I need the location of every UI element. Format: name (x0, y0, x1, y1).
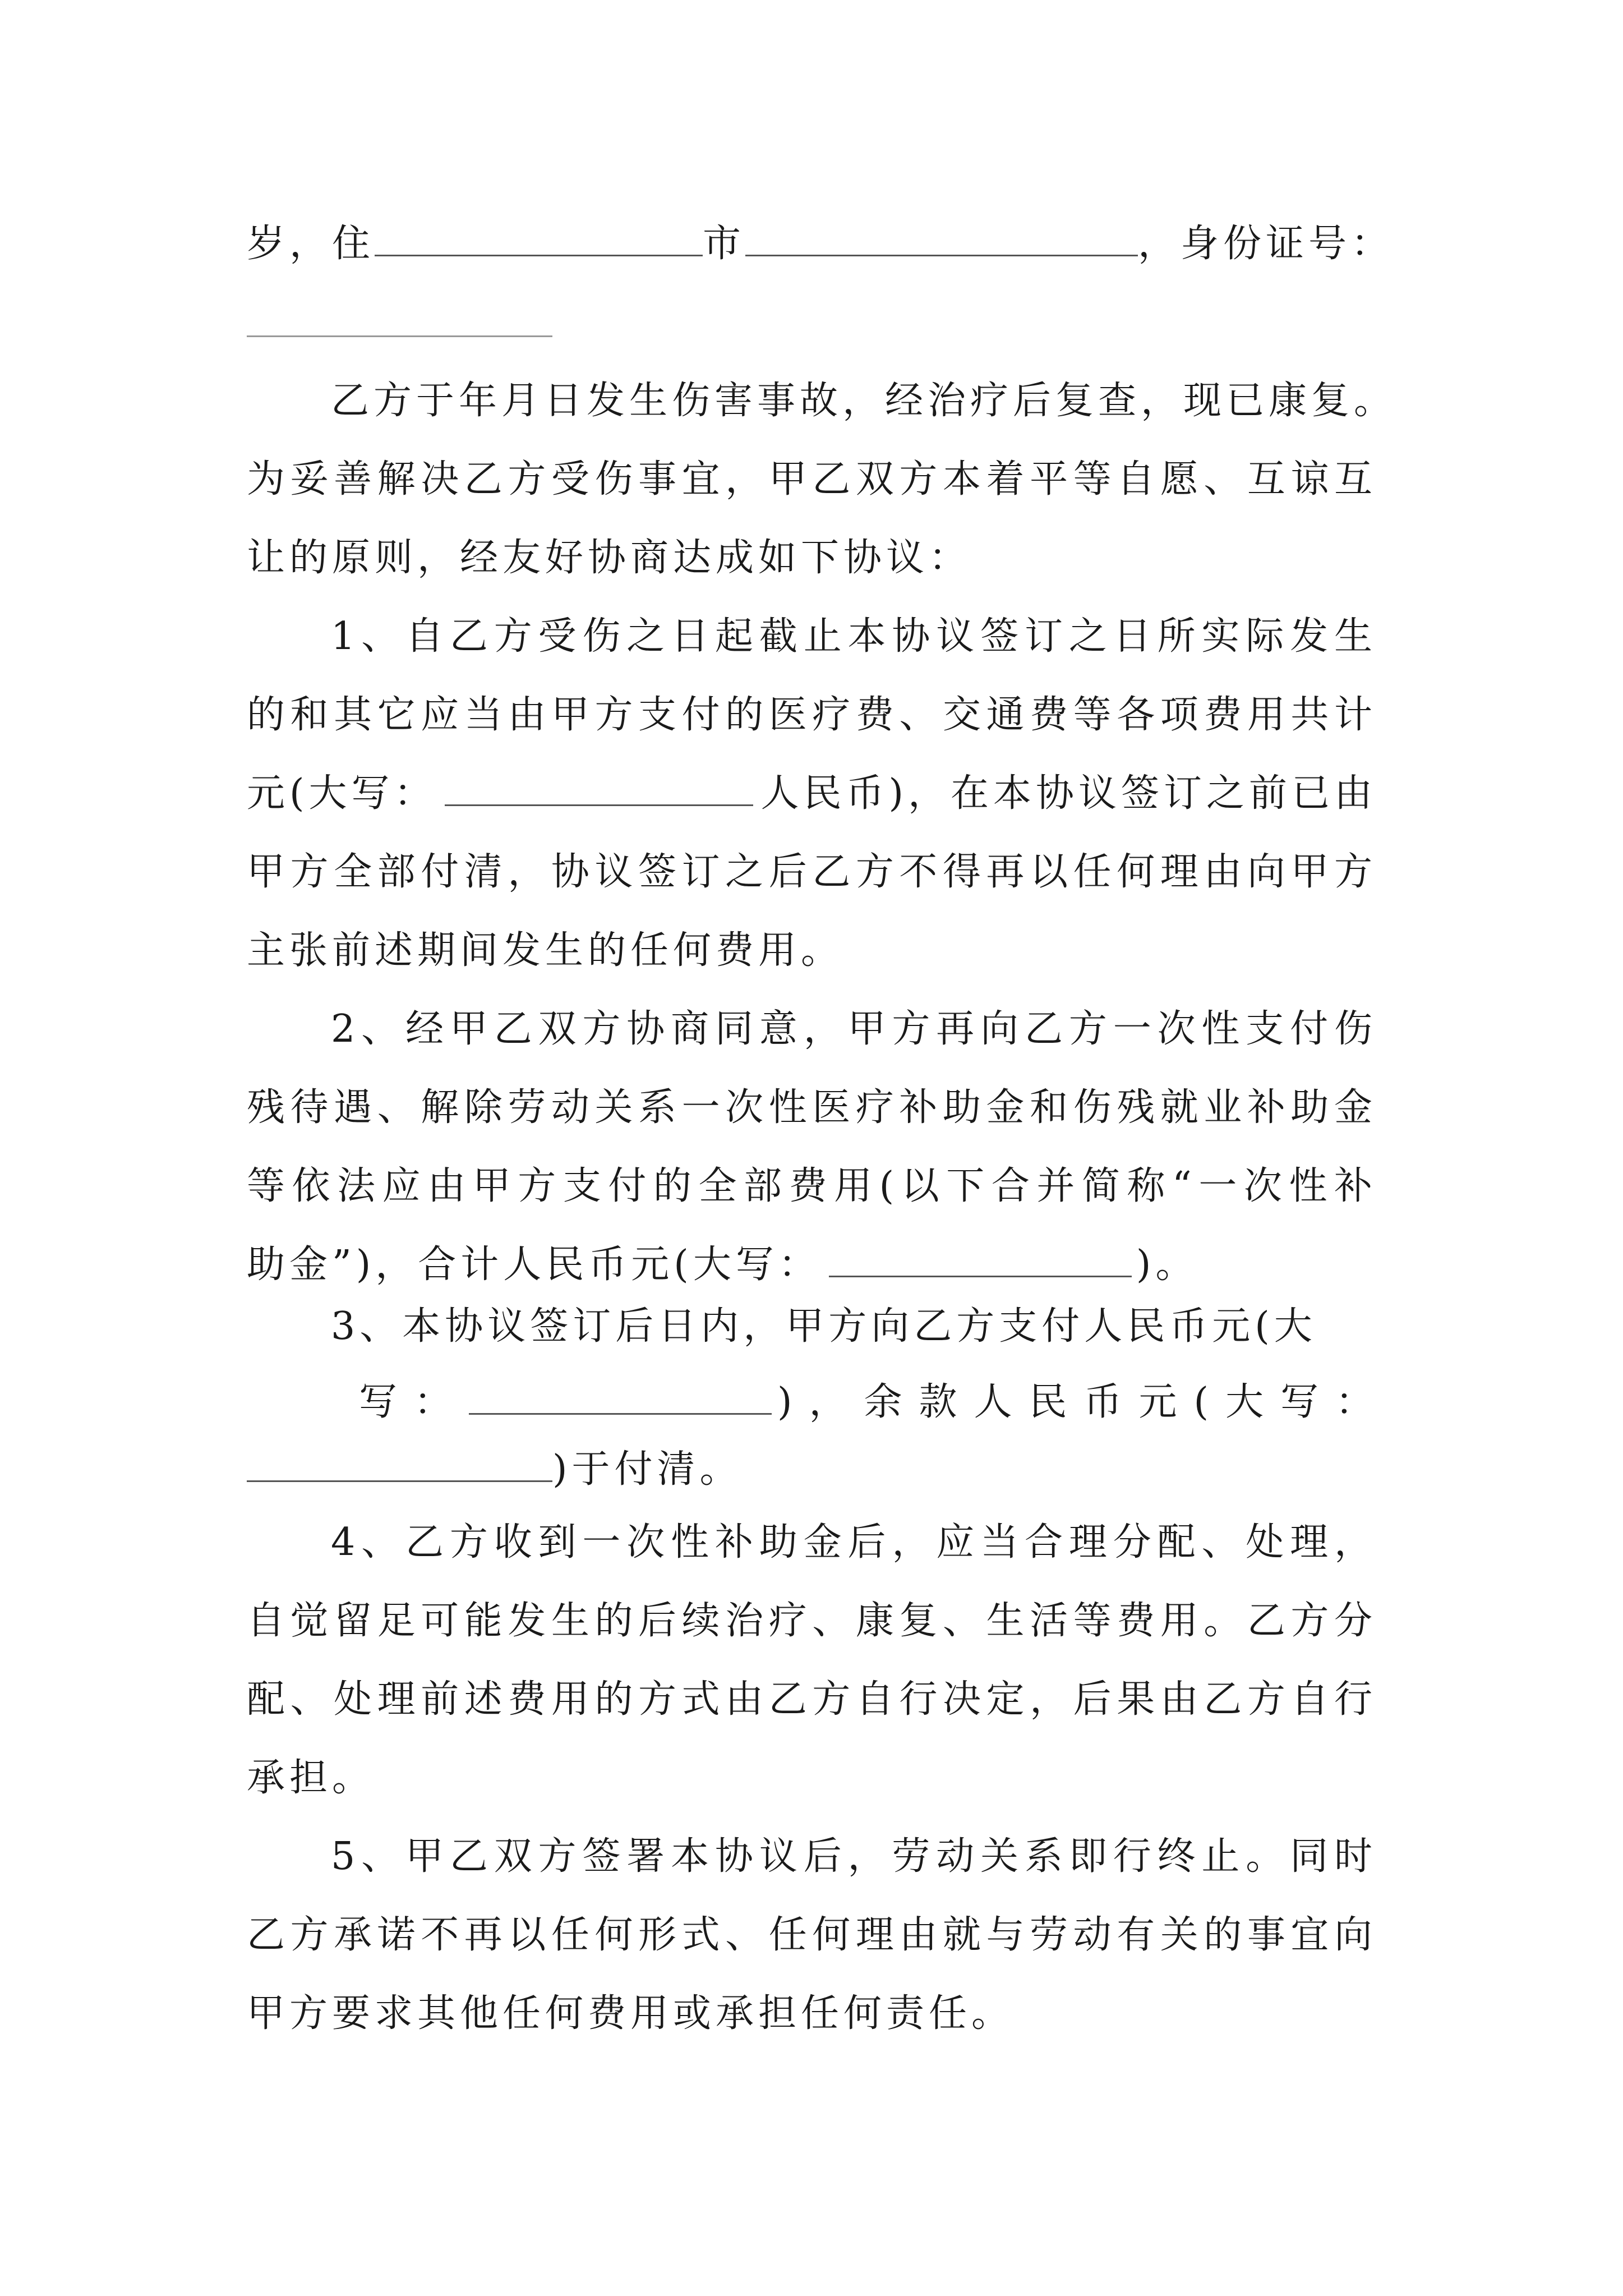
clause-1-amount-blank (445, 771, 753, 806)
clause-3-line-2 (359, 1377, 1391, 1428)
clause-1-line-5: 主张前述期间发生的任何费用。 (247, 928, 844, 973)
clause-5-line-1: 5、甲乙双方签署本协议后，劳动关系即行终止。同时 (331, 1834, 1377, 1879)
clause-1-line-3-tail: 人民币)，在本协议签订之前已由 (760, 771, 1377, 816)
intro-line-3: 让的原则，经友好协商达成如下协议： (247, 536, 972, 580)
clause-3-first-label: 写： (359, 1380, 469, 1424)
clause-3-remainder-blank (247, 1447, 552, 1482)
clause-4-line-4: 承担。 (247, 1756, 375, 1800)
clause-1-line-3 (247, 769, 1377, 819)
clause-3-line-3 (247, 1444, 1377, 1495)
clause-3-remainder-label: )，余款人民币元(大写： (777, 1380, 1391, 1424)
city-label: 市 (703, 222, 746, 266)
clause-2-line-1: 2、经甲乙双方协商同意，甲方再向乙方一次性支付伤 (331, 1007, 1377, 1051)
intro-line-1: 乙方于年月日发生伤害事故，经治疗后复查，现已康复。 (331, 379, 1397, 423)
clause-5-line-3: 甲方要求其他任何费用或承担任何责任。 (247, 1991, 1015, 2036)
clause-4-line-1: 4、乙方收到一次性补助金后，应当合理分配、处理， (331, 1520, 1377, 1565)
age-residence-label: 岁，住 (247, 222, 375, 266)
clause-1-line-2: 的和其它应当由甲方支付的医疗费、交通费等各项费用共计 (247, 693, 1377, 737)
clause-2-amount-blank (829, 1242, 1132, 1277)
clause-3-first-blank (469, 1379, 772, 1415)
residence-blank (375, 221, 703, 256)
clause-2-line-4-tail: )。 (1136, 1243, 1198, 1287)
clause-1-amount-label: 元(大写： (247, 771, 437, 816)
clause-2-line-2: 残待遇、解除劳动关系一次性医疗补助金和伤残就业补助金 (247, 1085, 1377, 1130)
clause-1-line-1: 1、自乙方受伤之日起截止本协议签订之日所实际发生 (331, 614, 1377, 659)
clause-1-line-4: 甲方全部付清，协议签订之后乙方不得再以任何理由向甲方 (247, 850, 1377, 894)
id-number-blank (247, 335, 552, 337)
clause-4-line-3: 配、处理前述费用的方式由乙方自行决定，后果由乙方自行 (247, 1677, 1377, 1722)
id-number-label: ，身份证号： (1138, 222, 1394, 266)
clause-4-line-2: 自觉留足可能发生的后续治疗、康复、生活等费用。乙方分 (247, 1599, 1377, 1643)
personal-info-line (247, 219, 1394, 269)
clause-5-line-2: 乙方承诺不再以任何形式、任何理由就与劳动有关的事宜向 (247, 1913, 1377, 1957)
clause-3-line-3-tail: )于付清。 (552, 1447, 743, 1492)
intro-line-2: 为妥善解决乙方受伤事宜，甲乙双方本着平等自愿、互谅互 (247, 457, 1377, 501)
clause-2-line-4 (247, 1240, 1377, 1290)
clause-2-line-3: 等依法应由甲方支付的全部费用(以下合并简称“一次性补 (247, 1164, 1377, 1208)
clause-3-line-1: 3、本协议签订后日内，甲方向乙方支付人民币元(大 (331, 1304, 1317, 1349)
clause-2-total-label: 助金”)，合计人民币元(大写： (247, 1243, 821, 1287)
city-blank (745, 221, 1138, 256)
